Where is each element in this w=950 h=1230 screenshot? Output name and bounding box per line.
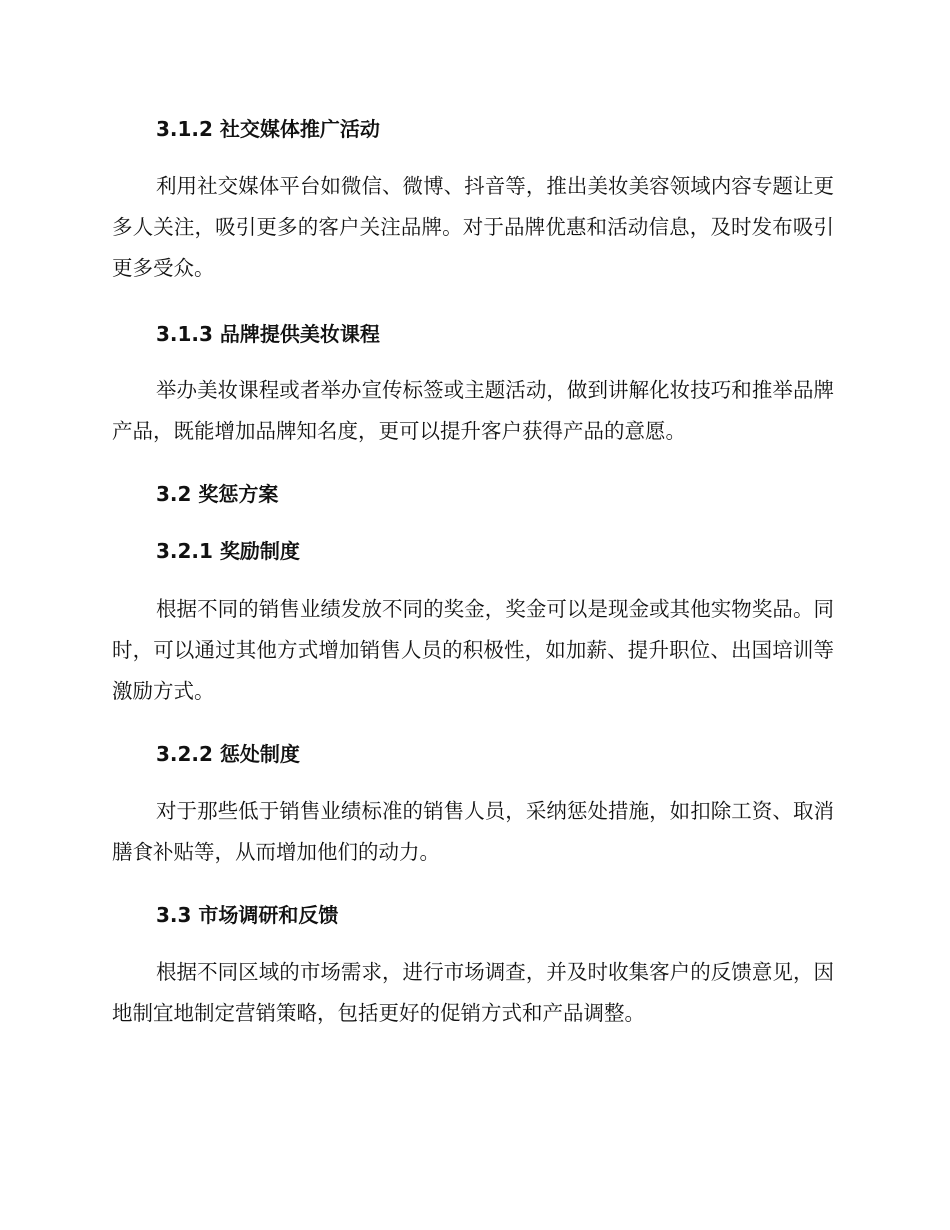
section-paragraph-3-1-3: 举办美妆课程或者举办宣传标签或主题活动，做到讲解化妆技巧和推举品牌产品，既能增加品牌知名度，更可以提升客户获得产品的意愿。 [112, 378, 834, 443]
section-heading-3-2-1: 3.2.1 奖励制度 [156, 539, 300, 563]
section-paragraph-3-1-2: 利用社交媒体平台如微信、微博、抖音等，推出美妆美容领域内容专题让更多人关注，吸引更多的客户关注品牌。对于品牌优惠和活动信息，及时发布吸引更多受众。 [112, 174, 834, 280]
section-paragraph-3-3: 根据不同区域的市场需求，进行市场调查，并及时收集客户的反馈意见，因地制宜地制定营销策略，包括更好的促销方式和产品调整。 [112, 960, 834, 1025]
section-heading-3-1-3: 3.1.3 品牌提供美妆课程 [156, 322, 380, 346]
section-heading-3-2: 3.2 奖惩方案 [156, 482, 279, 506]
section-paragraph-3-2-1: 根据不同的销售业绩发放不同的奖金，奖金可以是现金或其他实物奖品。同时，可以通过其他方式增加销售人员的积极性，如加薪、提升职位、出国培训等激励方式。 [112, 597, 834, 703]
section-heading-3-3: 3.3 市场调研和反馈 [156, 903, 339, 927]
section-heading-3-1-2: 3.1.2 社交媒体推广活动 [156, 117, 380, 141]
section-paragraph-3-2-2: 对于那些低于销售业绩标准的销售人员，采纳惩处措施，如扣除工资、取消膳食补贴等，从而增加他们的动力。 [112, 799, 834, 864]
section-heading-3-2-2: 3.2.2 惩处制度 [156, 742, 300, 766]
